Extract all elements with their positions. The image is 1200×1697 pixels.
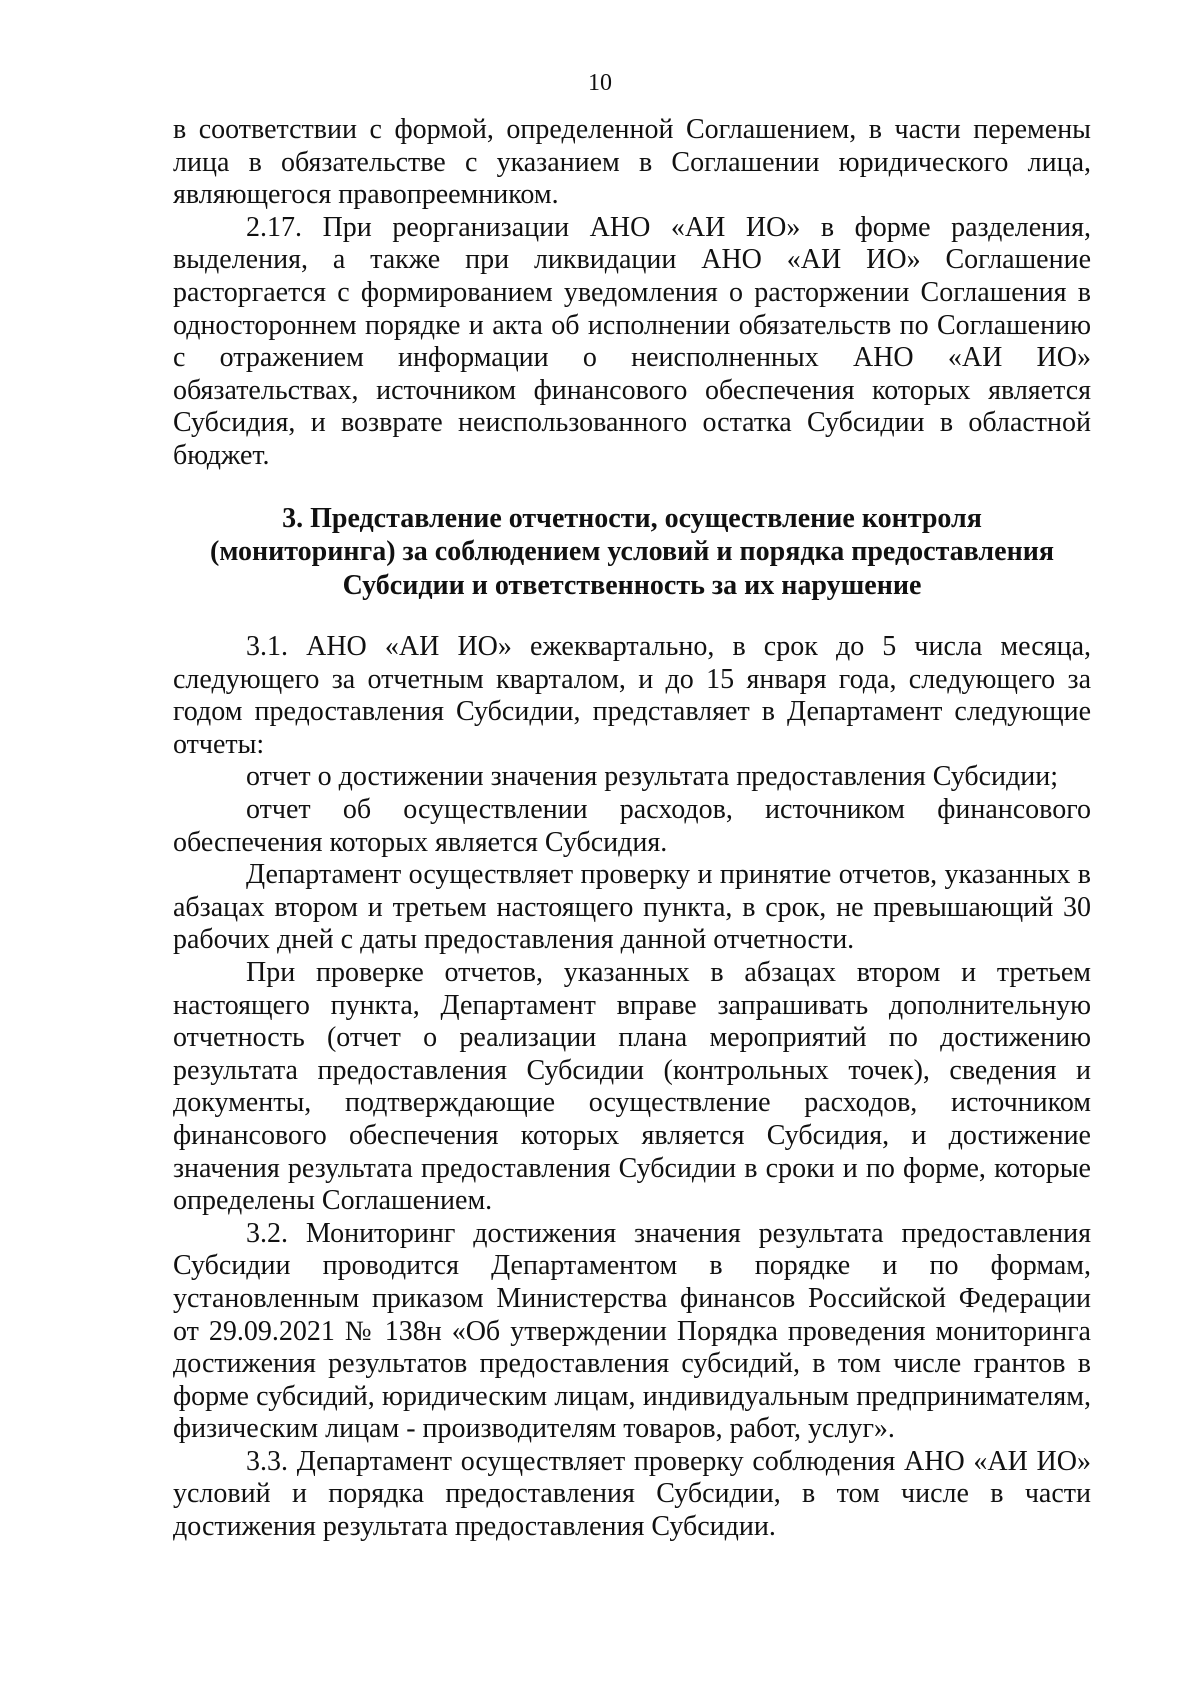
section-heading-line: (мониторинга) за соблюдением условий и порядка предоставления: [210, 536, 1054, 568]
paragraph-additional-reporting: При проверке отчетов, указанных в абзацах втором и третьем настоящего пункта, Департамент вправе запрашивать дополнительную отчетность (отчет о реализации плана мероприятий по достижению результата предоставления Субсидии (контрольных точек), сведения и документы, подтверждающие осуществление расходов, источником финансового обеспечения которых является Субсидия, и достижение значения результата предоставления Субсидии в сроки и по форме, которые определены Соглашением.: [173, 956, 1091, 1217]
section-3-heading: [173, 502, 1091, 603]
paragraph-2-17: 2.17. При реорганизации АНО «АИ ИО» в форме разделения, выделения, а также при ликвидации АНО «АИ ИО» Соглашение расторгается с формированием уведомления о расторжении Соглашения в одностороннем порядке и акта об исполнении обязательств по Соглашению с отражением информации о неисполненных АНО «АИ ИО» обязательствах, источником финансового обеспечения которых является Субсидия, и возврате неиспользованного остатка Субсидии в областной бюджет.: [173, 211, 1091, 471]
paragraph-report-achievement: отчет о достижении значения результата предоставления Субсидии;: [246, 761, 1059, 793]
paragraph-3-2: 3.2. Мониторинг достижения значения результата предоставления Субсидии проводится Департаментом в порядке и по формам, установленным приказом Министерства финансов Российской Федерации от 29.09.2021 № 138н «Об утверждении Порядка проведения мониторинга достижения результатов предоставления субсидий, в том числе грантов в форме субсидий, юридическим лицам, индивидуальным предпринимателям, физическим лицам - производителям товаров, работ, услуг».: [173, 1217, 1091, 1445]
paragraph-report-expenses: отчет об осуществлении расходов, источником финансового обеспечения которых является Субсидия.: [173, 794, 1091, 858]
page-number: 10: [588, 70, 612, 96]
section-heading-line: 3. Представление отчетности, осуществление контроля: [282, 502, 982, 534]
paragraph-continuation: в соответствии с формой, определенной Соглашением, в части перемены лица в обязательстве с указанием в Соглашении юридического лица, являющегося правопреемником.: [173, 114, 1091, 211]
paragraph-3-1: 3.1. АНО «АИ ИО» ежеквартально, в срок до 5 числа месяца, следующего за отчетным кварталом, и до 15 января года, следующего за годом предоставления Субсидии, представляет в Департамент следующие отчеты:: [173, 631, 1091, 760]
paragraph-3-3: 3.3. Департамент осуществляет проверку соблюдения АНО «АИ ИО» условий и порядка предоставления Субсидии, в том числе в части достижения результата предоставления Субсидии.: [173, 1445, 1091, 1543]
section-heading-line: Субсидии и ответственность за их нарушение: [342, 569, 922, 601]
document-body: [173, 114, 1091, 1544]
paragraph-report-verification: Департамент осуществляет проверку и принятие отчетов, указанных в абзацах втором и третьем настоящего пункта, в срок, не превышающий 30 рабочих дней с даты предоставления данной отчетности.: [173, 859, 1091, 956]
